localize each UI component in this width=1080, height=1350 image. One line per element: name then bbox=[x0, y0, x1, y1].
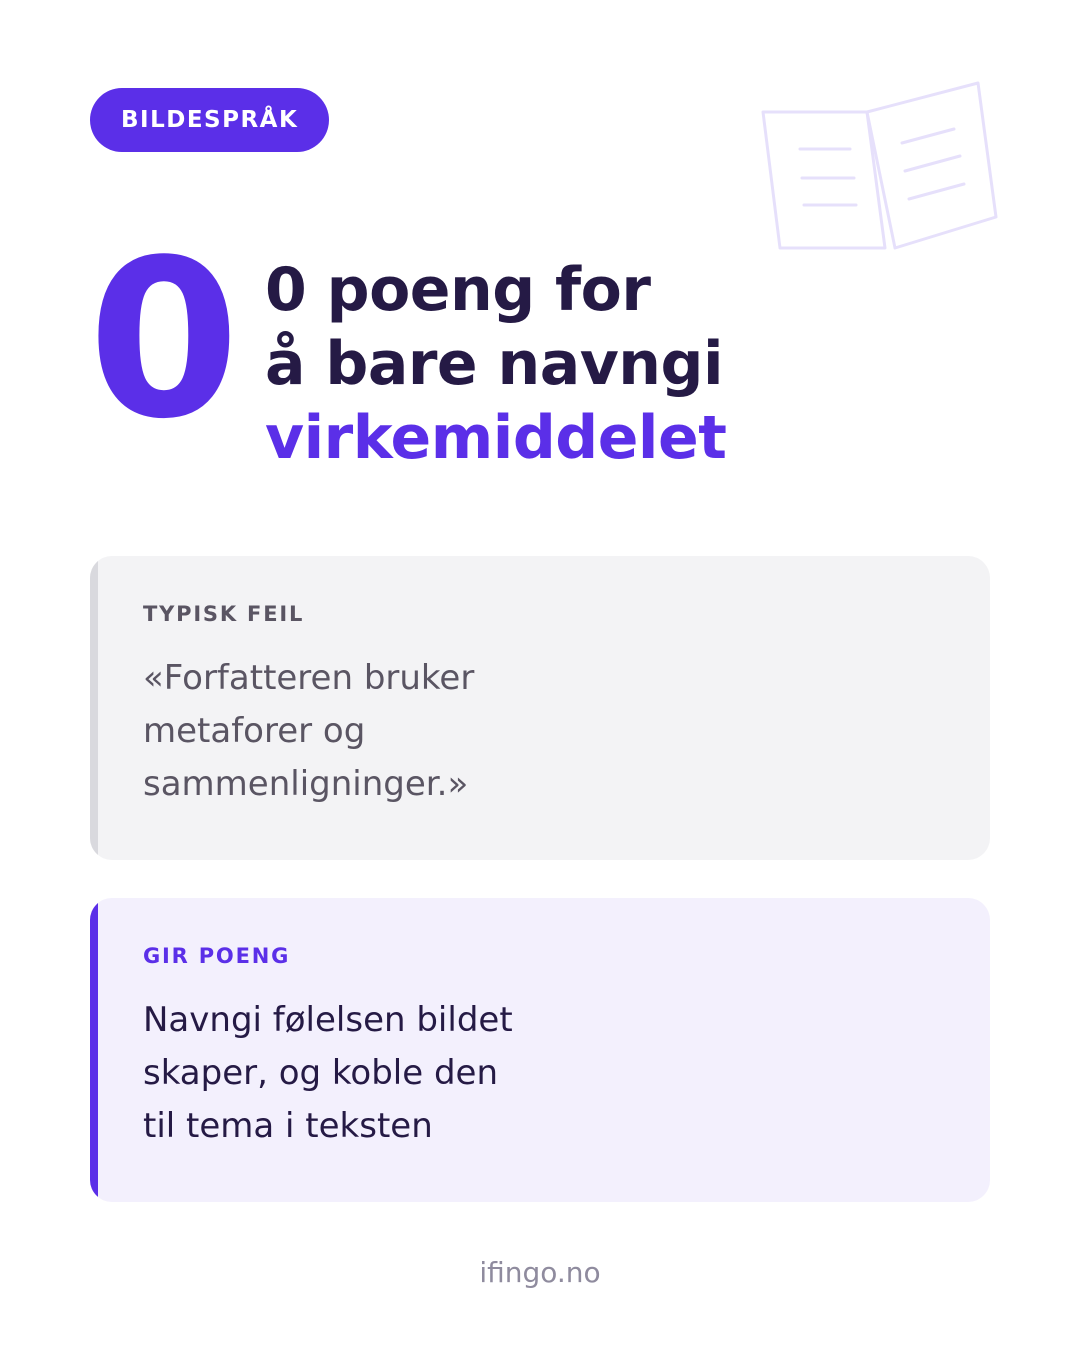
gives-points-text bbox=[143, 994, 940, 1153]
card-accent-bar bbox=[90, 556, 98, 860]
gives-points-line: til tema i teksten bbox=[143, 1106, 433, 1146]
gives-points-label: GIR POENG bbox=[143, 944, 291, 968]
typical-mistake-label: TYPISK FEIL bbox=[143, 602, 305, 626]
open-book-icon bbox=[755, 75, 1005, 260]
headline-line-2: å bare navngi bbox=[265, 329, 724, 399]
headline bbox=[265, 253, 726, 475]
category-tag bbox=[90, 88, 329, 152]
typical-mistake-card bbox=[90, 556, 990, 860]
book-outline bbox=[763, 83, 996, 248]
category-tag-label: BILDESPRÅK bbox=[121, 107, 299, 133]
typical-mistake-text bbox=[143, 652, 940, 811]
headline-line-3: virkemiddelet bbox=[265, 403, 727, 473]
typical-mistake-line: metaforer og bbox=[143, 711, 366, 751]
gives-points-line: Navngi følelsen bildet bbox=[143, 1000, 513, 1040]
footer-site-link[interactable]: ifingo.no bbox=[479, 1256, 601, 1289]
big-score-number: 0 bbox=[88, 214, 240, 467]
typical-mistake-line: «Forfatteren bruker bbox=[143, 658, 475, 698]
typical-mistake-line: sammenligninger.» bbox=[143, 764, 469, 804]
card-accent-bar bbox=[90, 898, 98, 1202]
gives-points-card bbox=[90, 898, 990, 1202]
gives-points-line: skaper, og koble den bbox=[143, 1053, 499, 1093]
headline-line-1: 0 poeng for bbox=[265, 255, 651, 325]
